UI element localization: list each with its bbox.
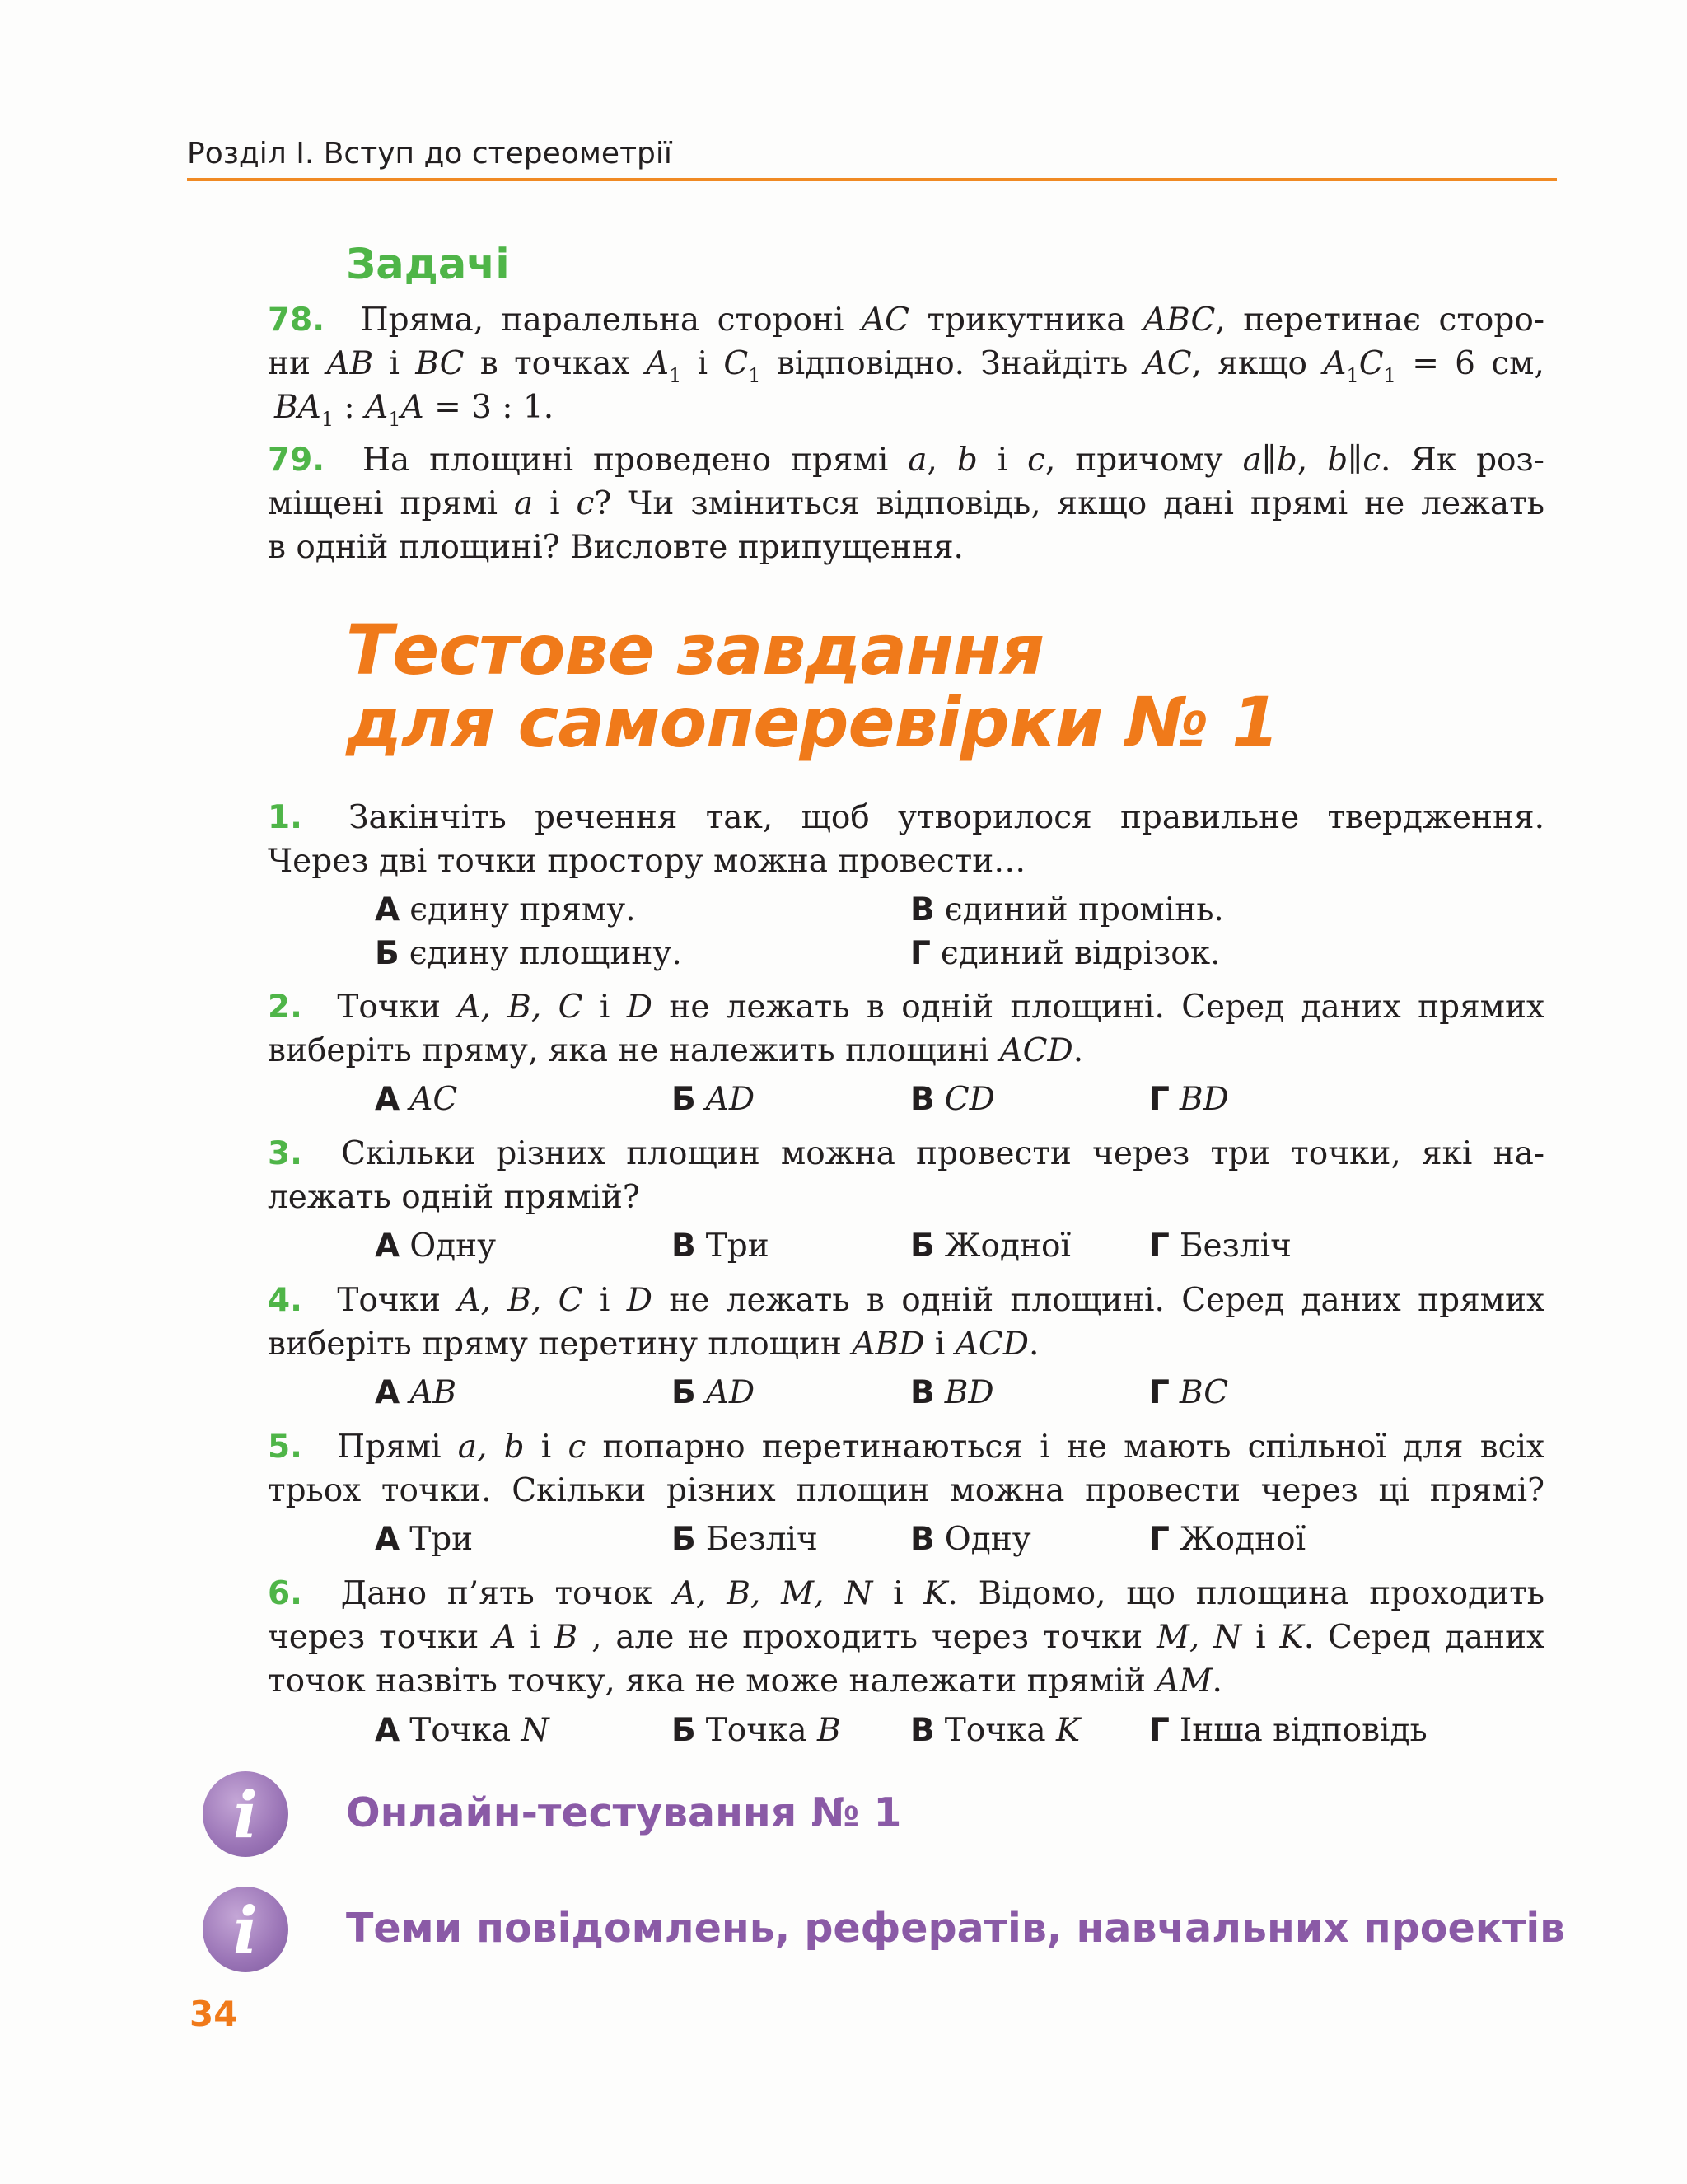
question-number: 2. [268, 989, 302, 1026]
question-4-line-2: виберіть пряму перетину площин ABD і ACD. [268, 1326, 1040, 1363]
answer-option[interactable]: Г Безліч [1149, 1228, 1292, 1265]
question-6-line-3: точок назвіть точку, яка не може належати прямій AM. [268, 1663, 1222, 1700]
question-6-line-2: через точки A і B , але не проходить через точки M, N і K. Серед даних [268, 1619, 1545, 1656]
question-number: 5. [268, 1429, 302, 1466]
question-6 [268, 1572, 1544, 1703]
question-6-line-1: 6. Дано п’ять точок A, B, M, N і K. Відомо, що площина проходить [268, 1572, 1544, 1616]
problem-78 [268, 298, 1544, 429]
problem-number: 79. [268, 442, 325, 479]
question-1-line-1: 1. Закінчіть речення так, щоб утворилося правильне твердження. [268, 796, 1544, 839]
question-4-answers [268, 1371, 1544, 1415]
question-5-line-1: 5. Прямі a, b і c попарно перетинаються і не мають спільної для всіх [268, 1425, 1544, 1469]
answer-option[interactable]: Г BC [1149, 1374, 1229, 1411]
answer-option[interactable]: В Три [671, 1228, 769, 1265]
answer-option[interactable]: В Одну [910, 1521, 1031, 1558]
question-2 [268, 985, 1544, 1073]
answer-option[interactable]: Б Безліч [671, 1521, 818, 1558]
answer-option[interactable]: Б єдину площину. [375, 935, 682, 972]
answer-option[interactable]: В CD [910, 1081, 995, 1118]
answer-option[interactable]: А Три [375, 1521, 474, 1558]
question-5-line-2: трьох точки. Скільки різних площин можна провести через ці прямі? [268, 1472, 1544, 1509]
running-head: Розділ І. Вступ до стереометрії [187, 137, 672, 171]
answer-option[interactable]: Б AD [671, 1374, 755, 1411]
answer-option[interactable]: А Точка N [375, 1712, 549, 1749]
answer-option[interactable]: А AC [375, 1081, 458, 1118]
answer-option[interactable]: А єдину пряму. [375, 891, 636, 928]
question-1-line-2: Через дві точки простору можна провести… [268, 843, 1026, 880]
question-5-answers [268, 1518, 1544, 1561]
test-title [346, 610, 1279, 763]
question-4 [268, 1279, 1544, 1366]
question-3-line-2: лежать одній прямій? [268, 1179, 640, 1216]
question-2-line-1: 2. Точки A, B, C і D не лежать в одній площині. Серед даних прямих [268, 985, 1544, 1029]
answer-option[interactable]: Б Точка B [671, 1712, 841, 1749]
answer-option[interactable]: Б AD [671, 1081, 755, 1118]
question-number: 1. [268, 799, 302, 836]
test-title-line-2: для самоперевірки № 1 [346, 682, 1279, 763]
answer-option[interactable]: В BD [910, 1374, 994, 1411]
answer-option[interactable]: Г єдиний відрізок. [910, 935, 1221, 972]
answer-option[interactable]: Г Жодної [1149, 1521, 1306, 1558]
problems-title: Задачі [346, 241, 510, 289]
answer-option[interactable]: Г Інша відповідь [1149, 1712, 1428, 1749]
problem-79-line-3: в одній площині? Висловте припущення. [268, 529, 964, 566]
question-1-answers [268, 888, 1544, 975]
answer-option[interactable]: А AB [375, 1374, 457, 1411]
problem-number: 78. [268, 302, 325, 339]
test-title-line-1: Тестове завдання [346, 610, 1044, 690]
problem-79-line-1: 79. На площині проведено прямі a, b і c, причому a∥b, b∥c. Як роз- [268, 438, 1544, 482]
question-3-answers [268, 1224, 1544, 1268]
info-icon[interactable]: i [203, 1771, 288, 1857]
question-6-answers [268, 1709, 1544, 1752]
question-4-line-1: 4. Точки A, B, C і D не лежать в одній площині. Серед даних прямих [268, 1279, 1544, 1322]
question-2-line-2: виберіть пряму, яка не належить площині ACD. [268, 1032, 1084, 1069]
question-number: 6. [268, 1575, 302, 1612]
problem-78-line-2: ни AB і BC в точках $A_1$ і $C_1$ відповідно. Знайдіть AC, якщо $A_1C_1 = 6$ см, [268, 345, 1544, 387]
question-3 [268, 1132, 1544, 1219]
answer-option[interactable]: В єдиний промінь. [910, 891, 1224, 928]
online-test-link[interactable]: Онлайн-тестування № 1 [346, 1789, 902, 1836]
info-icon[interactable]: i [203, 1887, 288, 1972]
answer-option[interactable]: А Одну [375, 1228, 497, 1265]
question-2-answers [268, 1078, 1544, 1121]
answer-option[interactable]: Б Жодної [910, 1228, 1071, 1265]
answer-option[interactable]: Г BD [1149, 1081, 1229, 1118]
question-number: 4. [268, 1282, 302, 1319]
topics-link[interactable]: Теми повідомлень, рефератів, навчальних проектів [346, 1905, 1566, 1952]
page-number: 34 [189, 1994, 238, 2034]
problem-78-line-1: 78. Пряма, паралельна стороні AC трикутника ABC, перетинає сторо- [268, 298, 1544, 342]
header-rule [187, 178, 1557, 181]
problem-79 [268, 438, 1544, 569]
problem-79-line-2: міщені прямі a і c? Чи зміниться відповідь, якщо дані прямі не лежать [268, 485, 1544, 522]
problem-78-line-3: $BA_1$ : $A_1A = 3$ : 1. [274, 389, 554, 431]
question-3-line-1: 3. Скільки різних площин можна провести через три точки, які на- [268, 1132, 1544, 1176]
answer-option[interactable]: В Точка K [910, 1712, 1081, 1749]
question-1 [268, 796, 1544, 883]
question-5 [268, 1425, 1544, 1513]
question-number: 3. [268, 1135, 302, 1172]
